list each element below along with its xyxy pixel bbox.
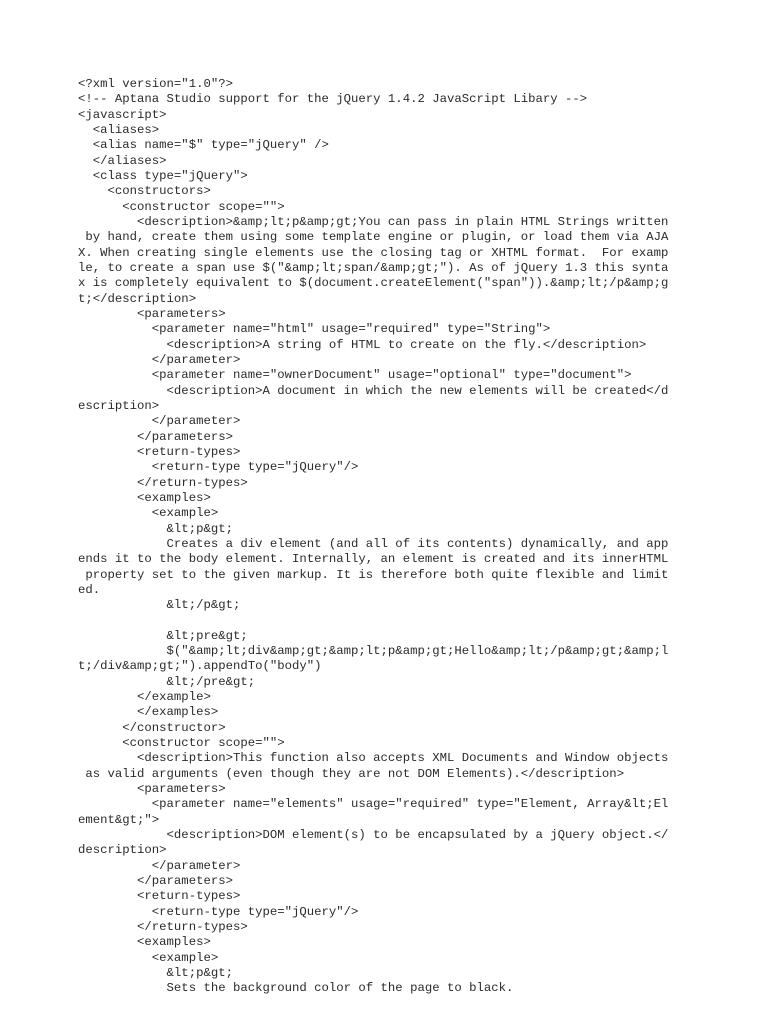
code-line: <description>This function also accepts XML Documents and Window objects bbox=[78, 751, 669, 766]
code-line: <parameter name="ownerDocument" usage="optional" type="document"> bbox=[78, 368, 632, 383]
code-line: </parameters> bbox=[78, 429, 233, 444]
code-line: <return-type type="jQuery"/> bbox=[78, 460, 359, 475]
code-line: &lt;pre&gt; bbox=[78, 628, 248, 643]
code-line: Creates a div element (and all of its contents) dynamically, and app bbox=[78, 536, 669, 551]
code-listing bbox=[78, 77, 698, 997]
code-line: <examples> bbox=[78, 935, 211, 950]
code-line: <constructor scope=""> bbox=[78, 736, 285, 751]
code-line: <example> bbox=[78, 506, 219, 521]
code-line: </parameter> bbox=[78, 858, 241, 873]
code-line: ement&gt;"> bbox=[78, 812, 160, 827]
code-line: $("&amp;lt;div&amp;gt;&amp;lt;p&amp;gt;Hello&amp;lt;/p&amp;gt;&amp;l bbox=[78, 644, 669, 659]
code-line: <javascript> bbox=[78, 107, 167, 122]
code-line: </examples> bbox=[78, 705, 219, 720]
code-line: </return-types> bbox=[78, 920, 248, 935]
code-line: <description>DOM element(s) to be encapsulated by a jQuery object.</ bbox=[78, 828, 669, 843]
code-line: escription> bbox=[78, 398, 160, 413]
code-line: Sets the background color of the page to black. bbox=[78, 981, 514, 996]
code-line: t;/div&amp;gt;").appendTo("body") bbox=[78, 659, 322, 674]
code-line: <return-type type="jQuery"/> bbox=[78, 904, 359, 919]
code-line: le, to create a span use $("&amp;lt;span/&amp;gt;"). As of jQuery 1.3 this synta bbox=[78, 260, 669, 275]
code-line: <alias name="$" type="jQuery" /> bbox=[78, 138, 329, 153]
code-line: <constructors> bbox=[78, 184, 211, 199]
code-line: </parameter> bbox=[78, 352, 241, 367]
code-line: ed. bbox=[78, 582, 101, 597]
code-line: </return-types> bbox=[78, 475, 248, 490]
code-line bbox=[78, 613, 698, 628]
code-line: <parameter name="html" usage="required" type="String"> bbox=[78, 322, 551, 337]
code-line: <constructor scope=""> bbox=[78, 199, 285, 214]
code-line: </parameter> bbox=[78, 414, 241, 429]
code-line: &lt;p&gt; bbox=[78, 966, 233, 981]
code-line: <return-types> bbox=[78, 889, 241, 904]
code-line: ends it to the body element. Internally, an element is created and its innerHTML bbox=[78, 552, 669, 567]
code-line: <?xml version="1.0"?> bbox=[78, 77, 233, 91]
code-line: <aliases> bbox=[78, 122, 160, 137]
code-line: </parameters> bbox=[78, 874, 233, 889]
code-line: X. When creating single elements use the closing tag or XHTML format. For examp bbox=[78, 245, 669, 260]
code-line: &lt;p&gt; bbox=[78, 521, 233, 536]
code-line: </aliases> bbox=[78, 153, 167, 168]
code-line: property set to the given markup. It is therefore both quite flexible and limit bbox=[78, 567, 669, 582]
code-line: description> bbox=[78, 843, 167, 858]
code-line: <parameters> bbox=[78, 306, 226, 321]
code-line: t;</description> bbox=[78, 291, 197, 306]
code-line: <example> bbox=[78, 950, 219, 965]
code-line: <description>A string of HTML to create on the fly.</description> bbox=[78, 337, 647, 352]
code-line: by hand, create them using some template engine or plugin, or load them via AJA bbox=[78, 230, 669, 245]
code-line: &lt;/p&gt; bbox=[78, 598, 241, 613]
code-line: <description>&amp;lt;p&amp;gt;You can pass in plain HTML Strings written bbox=[78, 214, 669, 229]
code-line: <examples> bbox=[78, 490, 211, 505]
code-line: &lt;/pre&gt; bbox=[78, 674, 256, 689]
code-line: </example> bbox=[78, 690, 211, 705]
code-line: <parameters> bbox=[78, 782, 226, 797]
code-line: <return-types> bbox=[78, 444, 241, 459]
code-line: <!-- Aptana Studio support for the jQuery 1.4.2 JavaScript Libary --> bbox=[78, 92, 588, 107]
code-line: <parameter name="elements" usage="required" type="Element, Array&lt;El bbox=[78, 797, 669, 812]
code-line: <description>A document in which the new elements will be created</d bbox=[78, 383, 669, 398]
code-line: <class type="jQuery"> bbox=[78, 168, 248, 183]
code-line: </constructor> bbox=[78, 720, 226, 735]
code-line: x is completely equivalent to $(document.createElement("span")).&amp;lt;/p&amp;g bbox=[78, 276, 669, 291]
code-line: as valid arguments (even though they are not DOM Elements).</description> bbox=[78, 766, 625, 781]
